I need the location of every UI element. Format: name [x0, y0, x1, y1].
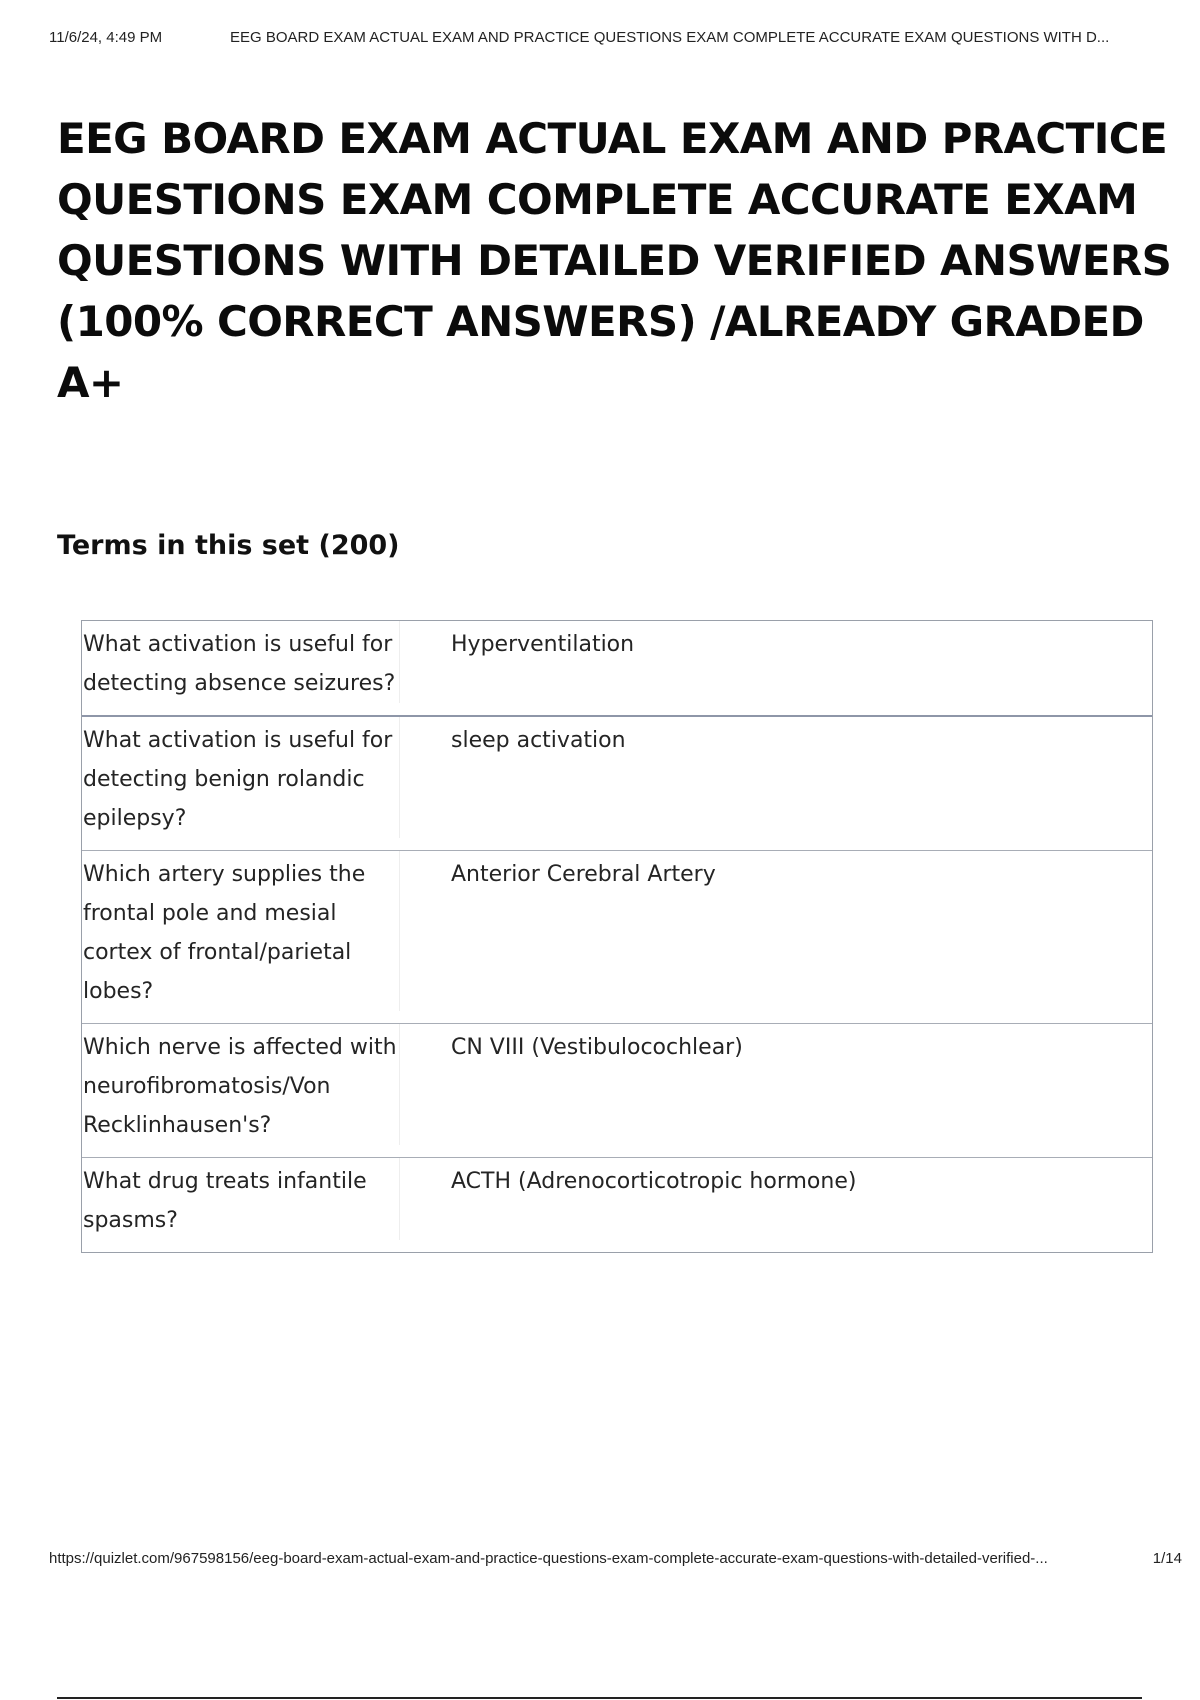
print-page-number: 1/14	[1152, 1550, 1182, 1567]
term-answer: ACTH (Adrenocorticotropic hormone)	[451, 1169, 857, 1194]
term-row	[82, 1024, 1152, 1158]
term-answer: sleep activation	[451, 728, 626, 753]
print-header	[49, 29, 1182, 51]
term-row	[82, 717, 1152, 851]
term-question: Which artery supplies the frontal pole and mesial cortex of frontal/parietal lobes?	[82, 851, 400, 1011]
term-question: What drug treats infantile spasms?	[82, 1158, 400, 1240]
print-source-url[interactable]: https://quizlet.com/967598156/eeg-board-exam-actual-exam-and-practice-questions-exam-complete-accurate-exam-questions-with-detailed-verified-...	[49, 1550, 1048, 1567]
term-question: What activation is useful for detecting benign rolandic epilepsy?	[82, 717, 400, 838]
term-row	[82, 621, 1152, 717]
term-question: What activation is useful for detecting absence seizures?	[82, 621, 400, 703]
term-answer: Hyperventilation	[451, 632, 635, 657]
print-datetime: 11/6/24, 4:49 PM	[49, 29, 163, 46]
term-question: Which nerve is affected with neurofibromatosis/Von Recklinhausen's?	[82, 1024, 400, 1145]
document-title: EEG BOARD EXAM ACTUAL EXAM AND PRACTICE QUESTIONS EXAM COMPLETE ACCURATE EXAM QUESTIONS WITH DETAILED VERIFIED ANSWERS (100% CORRECT ANSWERS) /ALREADY GRADED A+	[57, 114, 1172, 407]
term-answer: Anterior Cerebral Artery	[451, 862, 716, 887]
page-divider	[57, 1697, 1142, 1699]
print-footer	[49, 1550, 1182, 1572]
print-page-title: EEG BOARD EXAM ACTUAL EXAM AND PRACTICE QUESTIONS EXAM COMPLETE ACCURATE EXAM QUESTIONS WITH D...	[230, 29, 1110, 46]
term-row	[82, 1158, 1152, 1252]
term-row	[82, 851, 1152, 1024]
term-answer: CN VIII (Vestibulocochlear)	[451, 1035, 743, 1060]
terms-table	[81, 620, 1153, 1253]
terms-count-heading: Terms in this set (200)	[57, 530, 400, 561]
